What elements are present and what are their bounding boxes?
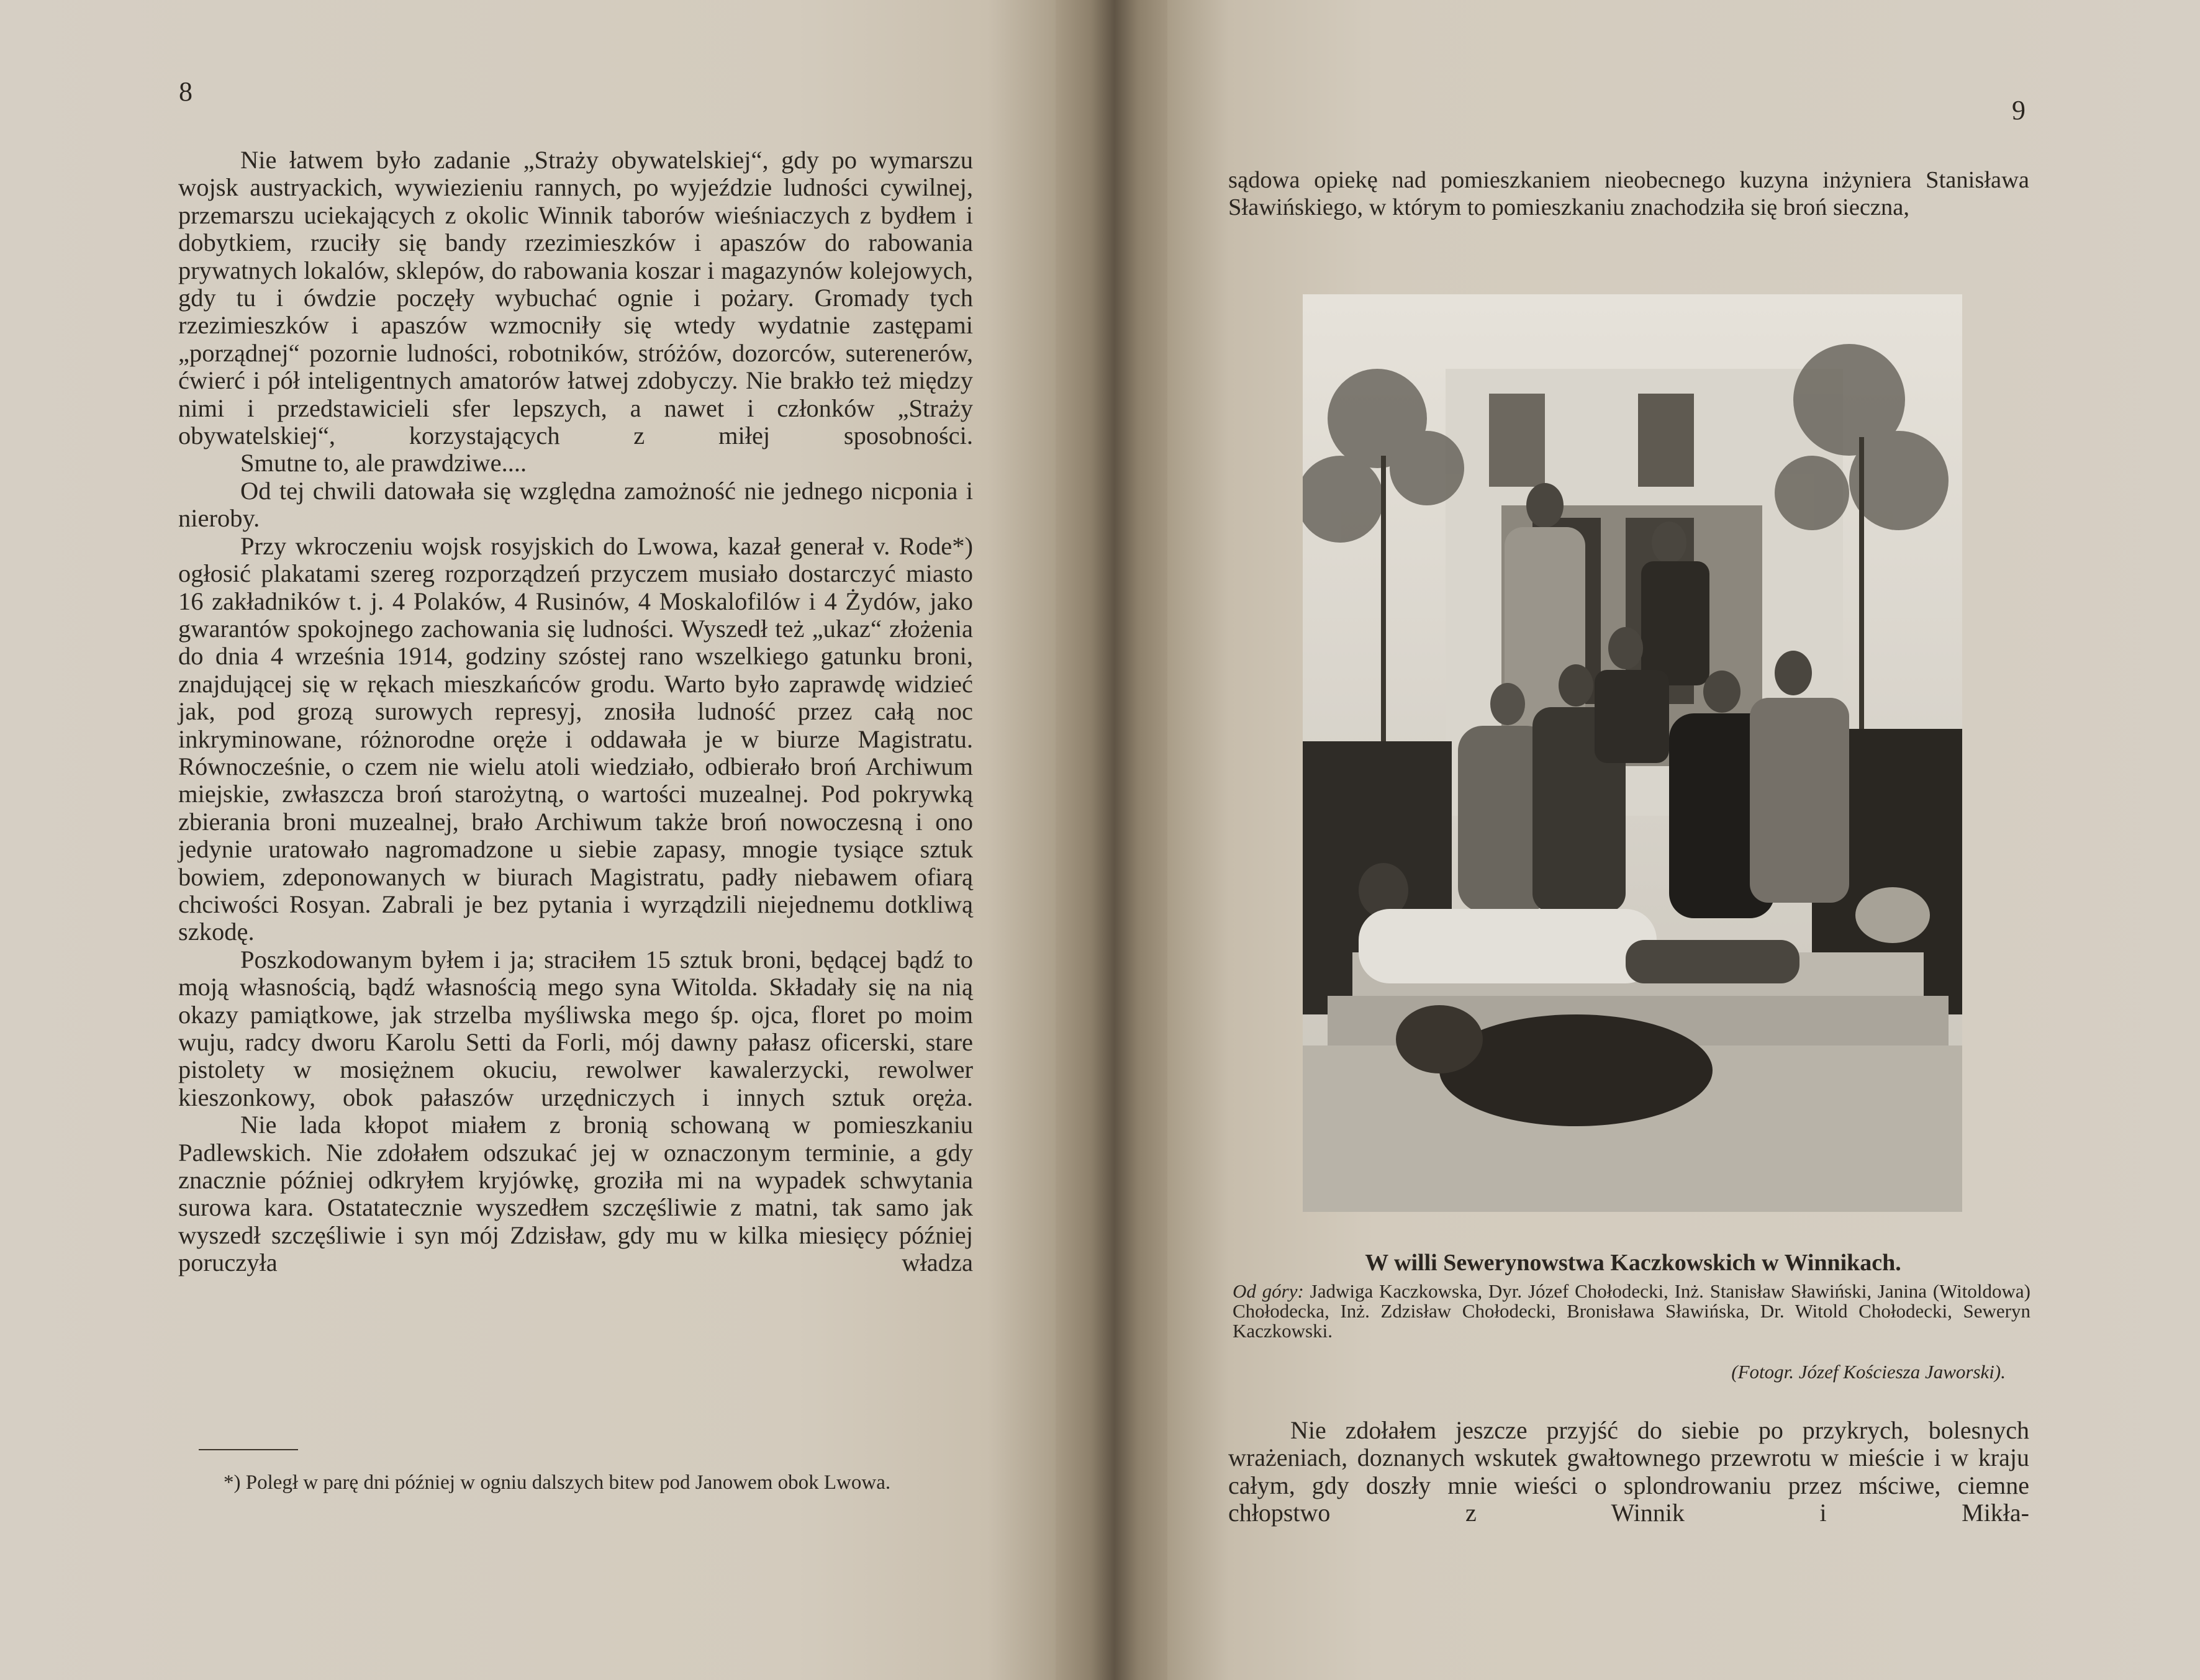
photo-caption-lead: Od góry:: [1233, 1280, 1304, 1302]
footnote-rule: [199, 1449, 298, 1450]
footnote: *) Poległ w parę dni później w ogniu dalszych bitew pod Janowem obok Lwowa.: [224, 1471, 891, 1494]
photo-caption-body: [1233, 1281, 2030, 1341]
book-gutter: [1056, 0, 1174, 1680]
paragraph: Nie zdołałem jeszcze przyjść do siebie po przykrych, bolesnych wrażeniach, doznanych wskutek gwałtownego przewrotu w mieście i w kraju całym, gdy doszły mnie wieści o splondrowaniu przez mściwe, ciemne chłopstwo z Winnik i Mikła-: [1228, 1416, 2029, 1527]
left-page-number: 8: [179, 76, 192, 107]
right-page-number: 9: [2012, 95, 2026, 125]
photo-credit: (Fotogr. Józef Kościesza Jaworski).: [1731, 1361, 2006, 1383]
paragraph: Smutne to, ale prawdziwe....: [240, 449, 527, 477]
paragraph: Nie lada kłopot miałem z bronią schowaną w pomieszkaniu Padlewskich. Nie zdołałem odszukać jej w oznaczonym terminie, a gdy znacznie później odkryłem kryjówkę, groziła mi na wypadek schwytania surowa kara. Ostatatecznie wyszedłem szczęśliwie z matni, tak samo jak wyszedł szczęśliwie i syn mój Zdzisław, gdy mu w kilka miesięcy później poruczyła władza: [178, 1111, 973, 1277]
right-page-bottom-text: [1228, 1417, 2029, 1527]
photo-caption-title: W willi Sewerynowstwa Kaczkowskich w Winnikach.: [1365, 1250, 1901, 1276]
paragraph: sądowa opiekę nad pomieszkaniem nieobecnego kuzyna inżyniera Stanisława Sławińskiego, w którym to pomieszkaniu znachodziła się broń sieczna,: [1228, 167, 2029, 220]
photo-caption-names: Jadwiga Kaczkowska, Dyr. Józef Chołodecki, Inż. Stanisław Sławiński, Janina (Witoldowa) Chołodecka, Inż. Zdzisław Chołodecki, Bronisława Sławińska, Dr. Witold Chołodecki, Seweryn Kaczkowski.: [1233, 1280, 2030, 1342]
right-page-top-text: [1228, 166, 2029, 221]
paragraph: Od tej chwili datowała się względna zamożność nie jednego nicponia i nieroby.: [178, 476, 973, 533]
left-page-body: [178, 147, 973, 1277]
photo-illustration: [1303, 294, 1962, 1212]
left-page: [0, 0, 1062, 1680]
paragraph: Przy wkroczeniu wojsk rosyjskich do Lwowa, kazał generał v. Rode*) ogłosić plakatami szereg rozporządzeń przyczem musiało dostarczyć miasto 16 zakładników t. j. 4 Polaków, 4 Rusinów, 4 Moskalofilów i 4 Żydów, jako gwarantów spokojnego zachowania się ludności. Wyszedł też „ukaz“ złożenia do dnia 4 września 1914, godziny szóstej rano wszelkiego gatunku broni, znajdującej się w rękach mieszkańców grodu. Warto było zaprawdę widzieć jak, pod grozą surowych represyj, znosiła ludność przez całą noc inkryminowane, różnorodne oręże i oddawała je w biurze Magistratu. Równocześnie, o czem nie wielu atoli wiedziało, odbierało broń Archiwum miejskie, zwłaszcza broń starożytną, o wartości muzealnej. Pod pokrywką zbierania broni muzealnej, brało Archiwum także broń nowoczesną i ono jedynie uratowało nagromadzone u siebie zapasy, mnogie tysiące sztuk bowiem, zdeponowanych w biurach Magistratu, padły niebawem ofiarą chciwości Rosyan. Zabrali je bez pytania i wyrządzili niejednemu dotkliwą szkodę.: [178, 531, 973, 946]
group-photograph: [1303, 294, 1962, 1212]
paragraph: Nie łatwem było zadanie „Straży obywatelskiej“, gdy po wymarszu wojsk austryackich, wywiezieniu rannych, po wyjeździe ludności cywilnej, przemarszu uciekających z okolic Winnik taborów wieśniaczych z bydłem i dobytkiem, rzuciły się bandy rzezimieszków i apaszów do rabowania prywatnych lokalów, sklepów, do rabowania koszar i magazynów kolejowych, gdy tu i ówdzie poczęły wybuchać ognie i pożary. Gromady tych rzezimieszków i apaszów wzmocniły się wtedy wydatnie zastępami „porządnej“ pozornie ludności, robotników, stróżów, dozorców, suterenerów, ćwierć i pół inteligentnych amatorów łatwej zdobyczy. Nie brakło też między nimi i przedstawicieli sfer lepszych, a nawet i członków „Straży obywatelskiej“, korzystających z miłej sposobności.: [178, 146, 973, 450]
paragraph: Poszkodowanym byłem i ja; straciłem 15 sztuk broni, będącej bądź to moją własnością, bądź własnością mego syna Witolda. Składały się na nią okazy pamiątkowe, jak strzelba myśliwska mego śp. ojca, floret po moim wuju, radcy dworu Karolu Setti da Forli, mój dawny pałasz oficerski, stare pistolety w mosiężnem okuciu, rewolwer kawalerzycki, rewolwer kieszonkowy, obok pałaszów urzędniczych i innych sztuk oręża.: [178, 945, 973, 1111]
